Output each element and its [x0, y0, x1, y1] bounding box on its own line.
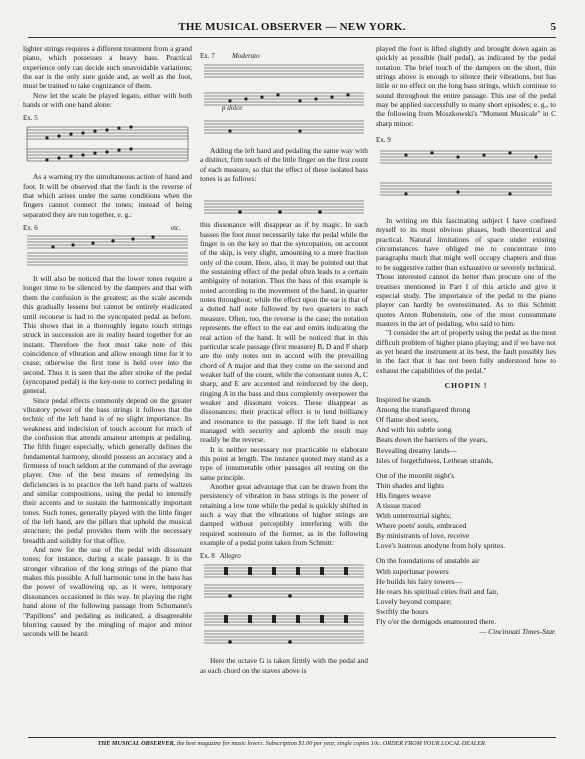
page-footer	[28, 737, 556, 747]
poem-line: A tissue traced	[376, 500, 421, 510]
music-staff-image	[200, 561, 368, 649]
poem-line: Beats down the barriers of the years,	[376, 435, 488, 445]
poem-line: On the foundations of unstable air	[376, 556, 480, 566]
paragraph: lighter strings requires a different treatment from a grand piano, which possesses a heavy bass. Practical experience only can decide such unavoidable variations; the ear is the only sure guide and, as well as the foot, must be trained to take cognizance of them.	[23, 44, 192, 91]
example-label: Ex. 5	[23, 114, 38, 123]
poem-line: He builds his fairy towers—	[376, 576, 463, 586]
paragraph: this dissonance will disappear as if by magic. In such basses the foot must necessarily take the pedal while the finger is on the key so that the syncopation, on account of the skip, is very slight, amounting to a mere fraction only of the count. Here, also, it may be pointed out that the sustaining effect of the pedal often leads to a certain ambiguity of notation. Thus the bass of this example is noted according to the movement of the hand, in quarter notes throughout; while the effect upon the ear is that of a dotted half note followed by two quarters to each measure. Often, too, the reverse is the case; the notation represents the effect to the ear and omits indicating the real action of the hand. It will be noticed that in this particular scale passage (first measure) B, D and F sharp are the only notes not in accord with the prevailing chord of A major and that they come on the second and weaker half of the count, while the consonant notes A, C sharp, and E are accented and reinforced by the deep, ringing A in the bass and thus completely overpower the weaker and dissonant voices. These disappear as dissonances; their practical effect is to lend brilliancy and resonance to the passage. If the left hand is not managed with security and aplomb the result may readily be the reverse.	[200, 220, 368, 445]
music-staff-image	[23, 233, 192, 267]
music-example-9	[376, 136, 556, 210]
poem-line: Among the transfigured throng	[376, 405, 471, 415]
paragraph: Here the octave G is taken firmly with the pedal and as each chord on the staves above is	[200, 656, 368, 675]
example-label: Ex. 6	[23, 224, 38, 233]
poem-line: With unterrestrial sights;	[376, 511, 452, 521]
poem-credit: — Cincinnati Times-Star.	[479, 627, 556, 637]
poem-line: His fingers weave	[376, 490, 431, 500]
page-header	[28, 21, 556, 38]
example-label: Ex. 8	[200, 552, 215, 561]
poem-line: Inspired he stands	[376, 395, 431, 405]
poem-line: Revealing dreamy lands—	[376, 445, 457, 455]
poem-line: Where poets' souls, embraced	[376, 521, 467, 531]
tempo-marking: Moderato	[232, 52, 260, 60]
music-staff-image	[200, 61, 368, 139]
paragraph: In writing on this fascinating subject I have confined myself to its most obvious phases, both theoretical and practical. Natural limitations of space under existing circumstances have obliged me to concentrate into paragraphs much that might well occupy chapters and thus to be suggestive rather than exhaustive or severely technical. Those interested cannot do better than procure one of the treatises mentioned in Part I of this article and give it especial study. The importance of the pedal to the piano player can hardly be overestimated. As to this Schmitt quotes Anton Rubenstein, one of the most consummate masters in the art of pedaling, who said to him:	[376, 216, 556, 328]
poem-lines	[376, 395, 556, 627]
poem-line: Swiftly the hours	[376, 606, 429, 616]
example-etc: etc.	[171, 224, 181, 233]
poem-title: CHOPIN !	[444, 380, 488, 390]
music-example-5	[23, 114, 192, 166]
example-label: Ex. 7	[200, 52, 215, 60]
poem-line: Fly o'er the demigods enamoured there.	[376, 617, 497, 626]
poem-line: Isles of forgetfulness, Lethean strands,	[376, 455, 494, 465]
poem-line: With superlunar powers	[376, 566, 449, 576]
poem-line: Of flame shod seers,	[376, 415, 439, 425]
column-right	[376, 44, 556, 637]
poem-line: Love's lustrous anodyne from holy sprites.	[376, 541, 506, 551]
music-example-7	[200, 52, 368, 140]
poem-line: And with his subtle song	[376, 425, 452, 435]
music-example-6	[23, 224, 192, 268]
poem-line: Thin shades and lights	[376, 480, 445, 490]
paragraph: It is neither necessary nor practicable to elaborate this point at length. The instance quoted may stand as a type of innumerable other passages all resting on the same principle.	[200, 444, 368, 482]
poem-line: Out of the moonlit night's	[376, 470, 455, 480]
paragraph: Another great advantage that can be drawn from the persistency of vibration in bass strings is the power of retaining a low tone while the pedal is quickly shifted in such a way that the vibrations of higher strings are damped without perceptibly interfering with the required sostenuto of the former, as in the following example of a pedal point taken from Schmitt:	[200, 482, 368, 548]
paragraph: And now for the use of the pedal with dissonant tones; for instance, during a scale passage. It is the stronger vibration of the long strings of the piano that makes this possible. A full harmonic tone in the bass has the power of swallowing up, as it were, temporary dissonances occasioned in this way. In playing the right hand alone of the following passage from Schumann's "Papillons" and pedaling as indicated, a disagreeable blurring caused by the mingling of major and minor seconds will be heard:	[23, 545, 192, 639]
running-title: THE MUSICAL OBSERVER — NEW YORK.	[178, 21, 406, 33]
poem	[376, 381, 556, 637]
music-example-bass	[200, 188, 368, 214]
example-label: Ex. 9	[376, 136, 391, 145]
column-left	[23, 44, 192, 639]
music-example-8	[200, 552, 368, 650]
paragraph: Adding the left hand and pedaling the same way with a distinct, firm touch of the little finger on the first count of each measure, so that the effect of these isolated bass tones is as follows:	[200, 146, 368, 184]
music-staff-image	[23, 123, 192, 165]
poem-line: By ministrants of love, receive	[376, 531, 470, 541]
column-middle	[200, 44, 368, 675]
music-staff-image	[376, 145, 556, 207]
paragraph: Now let the scale be played legato, either with both hands or with one hand alone:	[23, 90, 192, 110]
poem-line: He rears his spiritual cities frail and fair,	[376, 586, 499, 596]
music-staff-image	[200, 197, 368, 219]
paragraph: It will also be noticed that the lower tones require a longer time to be silenced by the dampers and that with them the confusion is the greatest; as the scale ascends this gradually lessens but cannot be entirely eradicated until recourse is had to the syncopated pedal as before. This shows that in a thoroughly legato touch strings struck in succession are in reality heard together for an instant. Therefore the foot must take note of this coincidence of vibration and allow enough time for it to cease; otherwise the first tone is held over into the second. Thus it is seen that the after stroke of the pedal (syncopated pedal) is the key-note to correct pedaling in general.	[23, 274, 192, 396]
tempo-marking: Allegro	[220, 552, 241, 561]
poem-line: Lovely beyond compare;	[376, 596, 452, 606]
paragraph: As a warning try the simultaneous action of hand and foot. It will be observed that the fault is the reverse of that which arises under the same conditions when the fingers cannot connect the tones; instead of being separated they are run together, e. g.:	[23, 172, 192, 219]
footer-publication: THE MUSICAL OBSERVER,	[97, 740, 176, 747]
paragraph: played the foot is lifted slightly and brought down again as quickly as possible (half pedal), as indicated by the pedal notation. The brief touch of the dampers on the short, thin strings above is enough to silence their vibrations, but has little or no effect on the long bass strings, which continue to sound throughout the entire passage. This use of the pedal may be applied successfully to many short episodes; e. g., to the following from Moszkowski's "Moment Musicale" in C sharp minor:	[376, 44, 556, 128]
paragraph: "I consider the art of properly using the pedal as the most difficult problem of higher piano playing; and if we have not as yet heard the instrument at its best, the fault possibly lies in the fact that it has not been fully understood how to exhaust the capabilities of the pedal."	[376, 328, 556, 375]
paragraph: Since pedal effects commonly depend on the greater vibratory power of the bass strings it follows that the technic of the left hand is of no slight importance. Its weakness and indecision of touch account for much of the confusion that attends amateur attempts at pedaling. The fifth finger especially, which generally defines the fundamental harmony, should possess an accuracy and a firmness of touch seldom at the command of the average player. One of the best means of remedying its deficiencies is to practice the left hand parts of waltzes and similar compositions, using the pedal to intensify their accents and to sustain the harmonically important tones. Such tones, generally played with the little finger of the left hand, are the pillars that uphold the musical structure; the pedal provides them with the necessary breadth and solidity for that office.	[23, 395, 192, 545]
footer-text: the best magazine for music lovers. Subscription $1.00 per year, single copies 10c. ORDER FROM YOUR LOCAL DEALER.	[176, 740, 487, 747]
page-number: 5	[550, 21, 556, 33]
dynamic-marking: p dolce	[222, 104, 243, 112]
